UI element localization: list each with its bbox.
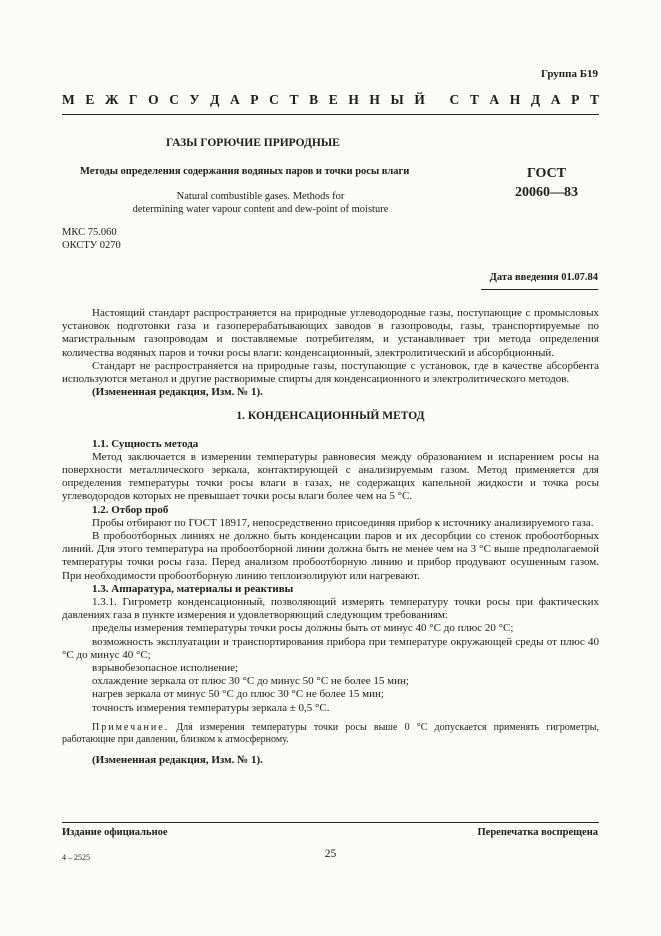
amendment-note: (Измененная редакция, Изм. № 1).	[92, 753, 263, 766]
paragraph-sampling-1: Пробы отбирают по ГОСТ 18917, непосредственно присоединяя прибор к источнику анализируемого газа.	[92, 516, 594, 529]
paragraph-method-essence: Метод заключается в измерении температуры равновесия между образованием и испарением росы на поверхности металлического зеркала, контактирующей с анализируемым газом. Метод применяется для определения температуры точки росы влаги в газах, не содержащих капельной жидкости и точка росы углеводородов которых не превышает точки росы влаги более чем на 5 °С.	[62, 450, 599, 503]
paragraph-hygrometer: 1.3.1. Гигрометр конденсационный, позволяющий измерять температуру точки росы при фактических давлениях газа в пункте измерения и удовлетворяющий следующим требованиям:	[62, 596, 599, 622]
banner-letter: Ы	[390, 92, 404, 107]
requirement-item: охлаждение зеркала от плюс 30 °С до минус 50 °С не более 15 мин;	[92, 675, 409, 688]
gost-block	[515, 164, 578, 202]
intro-date: Дата введения 01.07.84	[489, 272, 598, 283]
print-code: 4 – 2525	[62, 853, 90, 862]
english-title-line2: determining water vapour content and dew-point of moisture	[132, 204, 389, 215]
banner-letter: Р	[571, 92, 580, 107]
banner-letter: С	[169, 92, 179, 107]
classification-codes	[62, 226, 121, 252]
banner-letter: Г	[128, 92, 138, 107]
banner-letter: Й	[414, 92, 425, 107]
subsection-heading-1-2: 1.2. Отбор проб	[92, 503, 169, 516]
banner-letter: Д	[530, 92, 541, 107]
banner-letter: Е	[85, 92, 95, 107]
banner-letter: Н	[509, 92, 521, 107]
banner-letter	[436, 92, 439, 108]
interstate-standard-banner	[62, 92, 599, 108]
paragraph-sampling-2: В пробоотборных линиях не должно быть конденсации паров и их десорбции со стенок пробоотборных линий. Для этого температура на пробоотборной линии должна быть не менее чем на 3 °С выше предполагаемой температуры точки росы газа. Перед анализом пробоотборную линию и прибор продувают осушенным газом. При необходимости пробоотборную линию теплоизолируют или нагревают.	[62, 530, 599, 582]
banner-letter: Н	[369, 92, 380, 107]
section-heading-1: 1. КОНДЕНСАЦИОННЫЙ МЕТОД	[236, 410, 425, 423]
note-label: Примечание.	[92, 721, 170, 733]
edition-label: Издание официальное	[62, 827, 168, 838]
paragraph-exclusion: Стандарт не распространяется на природные газы, поступающие с установок, где в качестве абсорбента используются метанол и другие растворимые спирты для конденсационного и электролитического методов.	[62, 359, 599, 386]
banner-letter: Д	[210, 92, 220, 107]
note-text: Для измерения температуры точки росы выше 0 °С допускается применять гигрометры, работающие при давлении, близком к атмосферному.	[62, 721, 600, 746]
intro-date-rule	[481, 289, 598, 290]
paragraph-scope: Настоящий стандарт распространяется на природные углеводородные газы, поступающие с промысловых установок подготовки газа и газоперерабатывающих заводов в газопроводы, газы, транспортируемые по магистральным газопроводам и поставляемые потребителям, и устанавливает три метода определения количества водяных паров и точки росы влаги: конденсационный, электролитический и абсорбционный.	[62, 307, 599, 359]
banner-letter: Ж	[104, 92, 119, 107]
requirement-item: нагрев зеркала от минус 50 °С до плюс 30 °С не более 15 мин;	[92, 688, 384, 701]
banner-letter: Т	[469, 92, 479, 107]
header-rule	[62, 114, 599, 115]
subsection-heading-1-3: 1.3. Аппаратура, материалы и реактивы	[92, 582, 294, 595]
banner-letter: М	[62, 92, 75, 107]
mks-code: МКС 75.060	[62, 227, 117, 238]
gost-number: 20060—83	[515, 185, 578, 200]
banner-letter: Р	[250, 92, 259, 107]
english-title	[112, 190, 409, 216]
banner-letter: В	[309, 92, 319, 107]
banner-letter: Т	[589, 92, 599, 107]
reprint-notice: Перепечатка воспрещена	[477, 827, 598, 838]
requirement-item: пределы измерения температуры точки росы должны быть от минус 40 °С до плюс 20 °С;	[92, 622, 514, 635]
banner-letter: Е	[328, 92, 338, 107]
banner-letter: Н	[348, 92, 359, 107]
banner-letter: О	[148, 92, 159, 107]
requirement-item: возможность эксплуатации и транспортирования прибора при температуре окружающей среды от плюс 40 °С до минус 40 °С;	[62, 635, 599, 661]
amendment-note: (Измененная редакция, Изм. № 1).	[92, 386, 263, 399]
banner-letter: С	[269, 92, 279, 107]
banner-letter: А	[229, 92, 240, 107]
document-title: ГАЗЫ ГОРЮЧИЕ ПРИРОДНЫЕ	[166, 137, 340, 149]
document-subtitle: Методы определения содержания водяных паров и точки росы влаги	[80, 166, 410, 177]
footer-rule	[62, 822, 599, 823]
banner-letter: А	[550, 92, 561, 107]
requirement-item: точность измерения температуры зеркала ± 0,5 °С.	[92, 701, 330, 714]
banner-letter: Т	[289, 92, 299, 107]
english-title-line1: Natural combustible gases. Methods for	[176, 191, 345, 202]
group-code: Группа Б19	[541, 68, 598, 80]
subsection-heading-1-1: 1.1. Сущность метода	[92, 437, 199, 450]
requirement-item: взрывобезопасное исполнение;	[92, 662, 239, 675]
banner-letter: С	[449, 92, 460, 107]
page-number: 25	[324, 848, 337, 860]
banner-letter: У	[189, 92, 200, 107]
gost-label: ГОСТ	[526, 166, 567, 181]
banner-letter: А	[489, 92, 500, 107]
okstu-code: ОКСТУ 0270	[62, 240, 121, 251]
document-body	[62, 307, 599, 767]
note	[62, 722, 599, 747]
